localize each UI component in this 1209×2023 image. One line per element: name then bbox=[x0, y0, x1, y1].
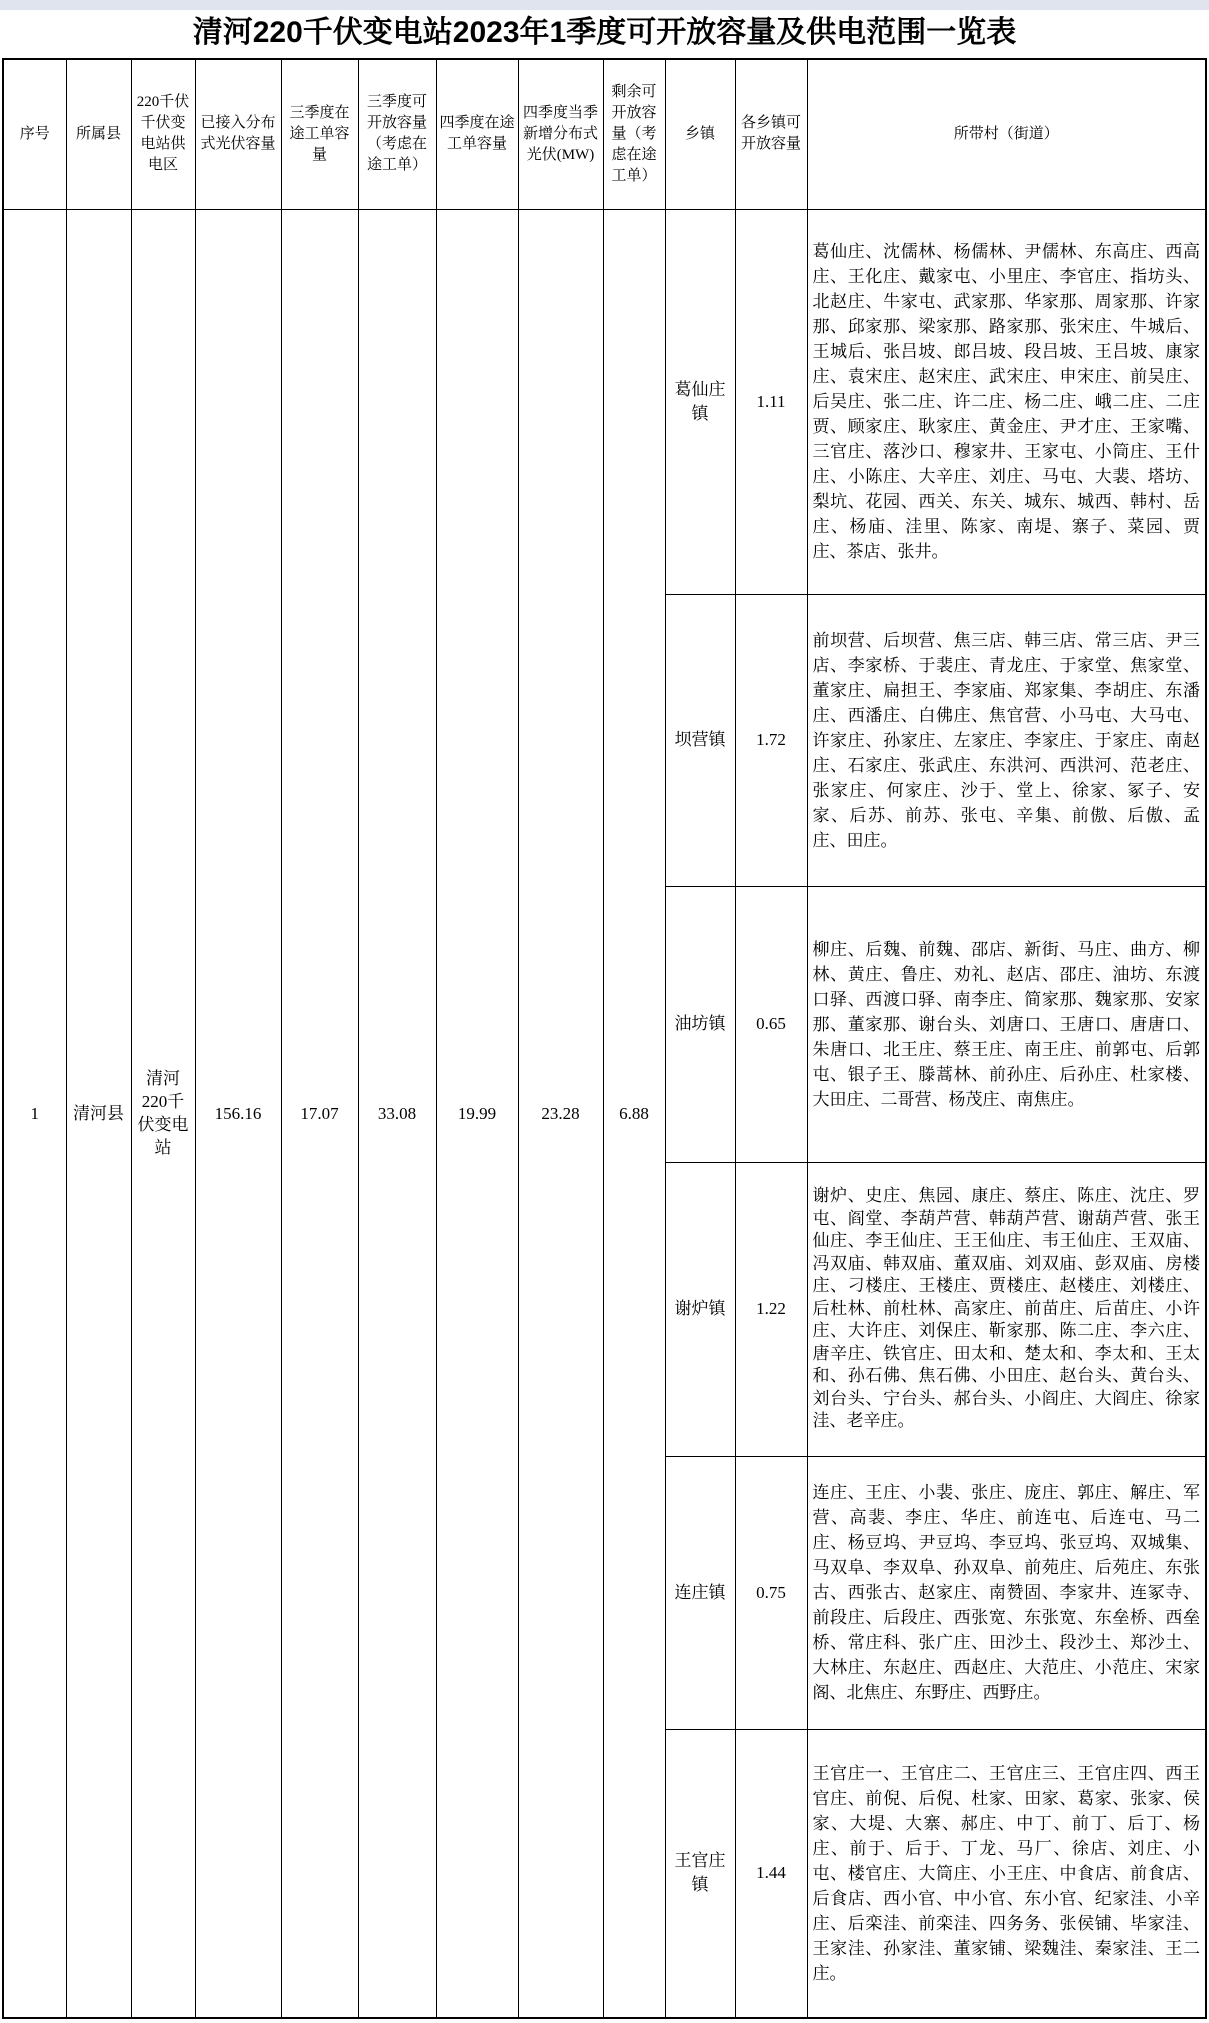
column-header-township-capacity: 各乡镇可开放容量 bbox=[735, 59, 807, 209]
page-title: 清河220千伏变电站2023年1季度可开放容量及供电范围一览表 bbox=[192, 16, 1017, 49]
cell-q4-pending: 19.99 bbox=[436, 209, 518, 2018]
cell-township-name: 王官庄镇 bbox=[665, 1729, 735, 2018]
cell-township-name: 葛仙庄镇 bbox=[665, 209, 735, 594]
cell-station: 清河220千伏变电站 bbox=[131, 209, 195, 2018]
column-header-q4-pending: 四季度在途工单容量 bbox=[436, 59, 518, 209]
capacity-table bbox=[2, 58, 1207, 2019]
table-row bbox=[3, 209, 1206, 594]
column-header-township: 乡镇 bbox=[665, 59, 735, 209]
column-header-villages: 所带村（街道） bbox=[807, 59, 1206, 209]
cell-seq: 1 bbox=[3, 209, 66, 2018]
cell-township-name: 连庄镇 bbox=[665, 1456, 735, 1729]
column-header-remaining-open: 剩余可开放容量（考虑在途工单） bbox=[603, 59, 665, 209]
column-header-seq: 序号 bbox=[3, 59, 66, 209]
cell-township-capacity: 1.11 bbox=[735, 209, 807, 594]
cell-q3-open: 33.08 bbox=[358, 209, 436, 2018]
cell-township-name: 坝营镇 bbox=[665, 594, 735, 886]
column-header-q4-new-pv: 四季度当季新增分布式光伏(MW) bbox=[518, 59, 603, 209]
cell-township-name: 油坊镇 bbox=[665, 886, 735, 1162]
column-header-connected-pv: 已接入分布式光伏容量 bbox=[195, 59, 281, 209]
column-header-q3-open: 三季度可开放容量（考虑在途工单） bbox=[358, 59, 436, 209]
villages-text: 柳庄、后魏、前魏、邵店、新街、马庄、曲方、柳林、黄庄、鲁庄、劝礼、赵店、邵庄、油坊、东渡口驿、西渡口驿、南李庄、简家那、魏家那、安家那、董家那、谢台头、刘唐口、王唐口、唐唐口、朱唐口、北王庄、蔡王庄、南王庄、前郭屯、后郭屯、银子王、滕蒿林、前孙庄、后孙庄、杜家楼、大田庄、二哥营、杨茂庄、南焦庄。 bbox=[812, 939, 1200, 1109]
cell-villages bbox=[807, 1162, 1206, 1456]
villages-text: 葛仙庄、沈儒林、杨儒林、尹儒林、东高庄、西高庄、王化庄、戴家屯、小里庄、李官庄、指坊头、北赵庄、牛家屯、武家那、华家那、周家那、许家那、邱家那、梁家那、路家那、张宋庄、牛城后、王城后、张吕坡、郎吕坡、段吕坡、王吕坡、康家庄、袁宋庄、赵宋庄、武宋庄、申宋庄、前吴庄、后吴庄、张二庄、许二庄、杨二庄、峨二庄、二庄贾、顾家庄、耿家庄、黄金庄、尹才庄、王家嘴、三官庄、落沙口、穆家井、王家屯、小筒庄、王什庄、小陈庄、大辛庄、刘庄、马屯、大裴、塔坊、梨坑、花园、西关、东关、城东、城西、韩村、岳庄、杨庙、洼里、陈家、南堤、寨子、菜园、贾庄、茶店、张井。 bbox=[812, 242, 1200, 561]
cell-villages bbox=[807, 886, 1206, 1162]
cell-q4-new-pv: 23.28 bbox=[518, 209, 603, 2018]
window-top-margin bbox=[0, 0, 1209, 10]
villages-text: 谢炉、史庄、焦园、康庄、蔡庄、陈庄、沈庄、罗屯、阎堂、李葫芦营、韩葫芦营、谢葫芦营、张王仙庄、李王仙庄、王王仙庄、韦王仙庄、王双庙、冯双庙、韩双庙、董双庙、刘双庙、彭双庙、房楼庄、刁楼庄、王楼庄、贾楼庄、赵楼庄、刘楼庄、后杜林、前杜林、高家庄、前苗庄、后苗庄、小许庄、大许庄、刘保庄、靳家那、陈二庄、李六庄、唐辛庄、铁官庄、田太和、楚太和、李太和、王太和、孙石佛、焦石佛、小田庄、赵台头、黄台头、刘台头、宁台头、郝台头、小阎庄、大阎庄、徐家洼、老辛庄。 bbox=[812, 1186, 1200, 1431]
header-row bbox=[3, 59, 1206, 209]
cell-county: 清河县 bbox=[66, 209, 131, 2018]
cell-township-name: 谢炉镇 bbox=[665, 1162, 735, 1456]
villages-text: 前坝营、后坝营、焦三店、韩三店、常三店、尹三店、李家桥、于裴庄、青龙庄、于家堂、焦家堂、董家庄、扁担王、李家庙、郑家集、李胡庄、东潘庄、西潘庄、白佛庄、焦官营、小马屯、大马屯、许家庄、孙家庄、左家庄、李家庄、于家庄、南赵庄、石家庄、张武庄、东洪河、西洪河、范老庄、张家庄、何家庄、沙于、堂上、徐家、冢子、安家、后苏、前苏、张屯、辛集、前傲、后傲、孟庄、田庄。 bbox=[812, 630, 1200, 850]
cell-township-capacity: 1.44 bbox=[735, 1729, 807, 2018]
column-header-county: 所属县 bbox=[66, 59, 131, 209]
cell-township-capacity: 1.72 bbox=[735, 594, 807, 886]
cell-villages bbox=[807, 1456, 1206, 1729]
cell-villages bbox=[807, 209, 1206, 594]
villages-text: 连庄、王庄、小裴、张庄、庞庄、郭庄、解庄、军营、高裴、李庄、华庄、前连屯、后连屯、马二庄、杨豆坞、尹豆坞、李豆坞、张豆坞、双城集、马双阜、李双阜、孙双阜、前苑庄、后苑庄、东张古、西张古、赵家庄、南赞固、李家井、连冢寺、前段庄、后段庄、西张宽、东张宽、东垒桥、西垒桥、常庄科、张广庄、田沙土、段沙土、郑沙土、大林庄、东赵庄、西赵庄、大范庄、小范庄、宋家阁、北焦庄、东野庄、西野庄。 bbox=[812, 1483, 1200, 1702]
column-header-q3-pending: 三季度在途工单容量 bbox=[281, 59, 358, 209]
column-header-station-area: 220千伏千伏变电站供电区 bbox=[131, 59, 195, 209]
cell-villages bbox=[807, 594, 1206, 886]
cell-villages bbox=[807, 1729, 1206, 2018]
cell-township-capacity: 0.75 bbox=[735, 1456, 807, 1729]
cell-remaining-open: 6.88 bbox=[603, 209, 665, 2018]
cell-township-capacity: 0.65 bbox=[735, 886, 807, 1162]
cell-connected-pv: 156.16 bbox=[195, 209, 281, 2018]
villages-text: 王官庄一、王官庄二、王官庄三、王官庄四、西王官庄、前倪、后倪、杜家、田家、葛家、张家、侯家、大堤、大寨、郝庄、中丁、前丁、后丁、杨庄、前于、后于、丁龙、马厂、徐店、刘庄、小屯、楼官庄、大筒庄、小王庄、中食店、前食店、后食店、西小官、中小官、东小官、纪家洼、小辛庄、后栾洼、前栾洼、四务务、张侯铺、毕家洼、王家洼、孙家洼、董家铺、梁魏洼、秦家洼、王二庄。 bbox=[812, 1763, 1200, 1983]
cell-q3-pending: 17.07 bbox=[281, 209, 358, 2018]
cell-township-capacity: 1.22 bbox=[735, 1162, 807, 1456]
